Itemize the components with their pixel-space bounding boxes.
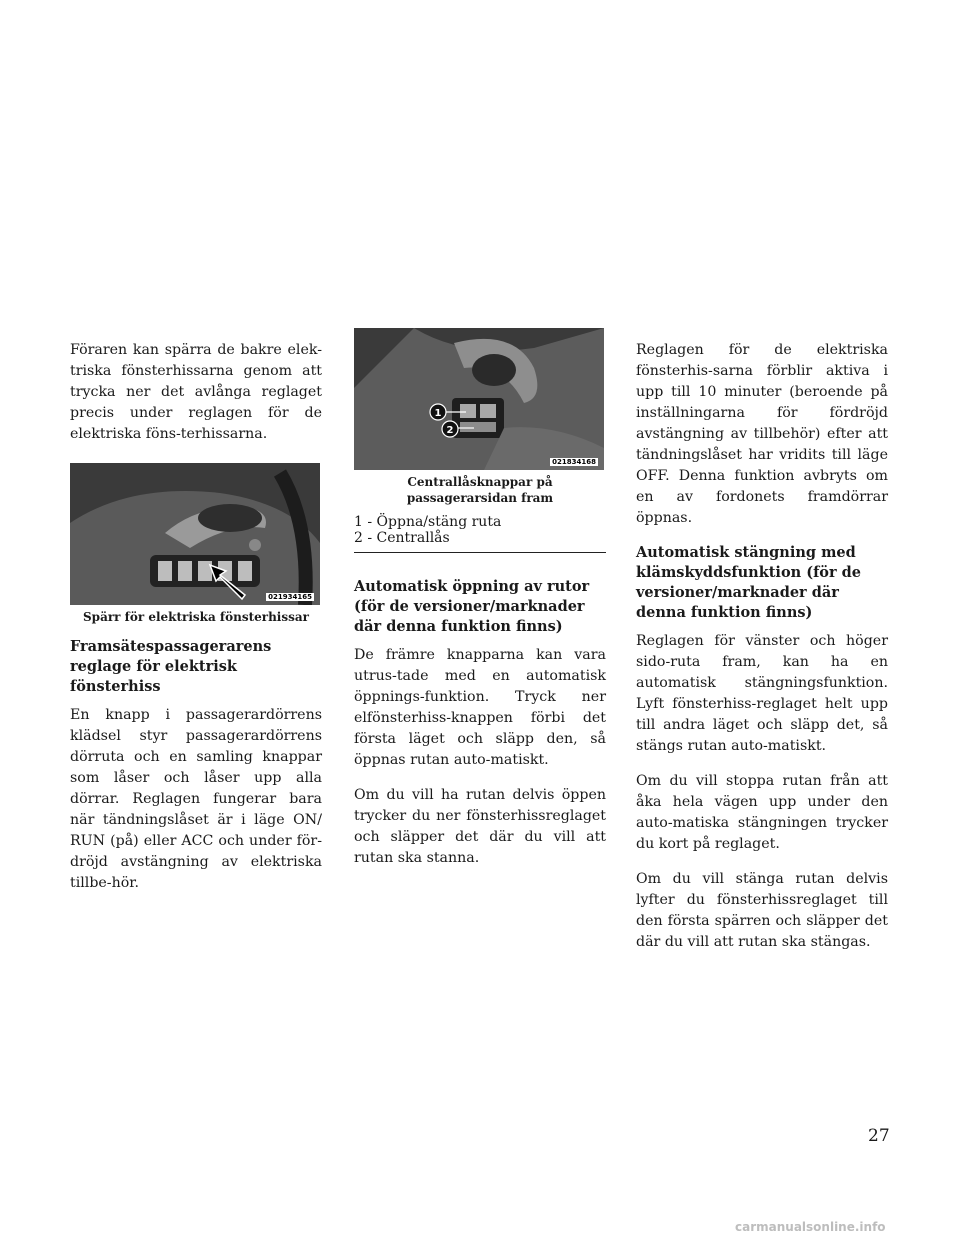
body-paragraph: Reglagen för vänster och höger sido-ruta fram, kan ha en automatisk stängningsfunktion. Lyft fönsterhiss-reglaget helt upp till andra läget och släpp det, så stängs rutan auto-matiskt. [636,633,888,754]
legend-item-1: 1 - Öppna/stäng ruta [354,514,502,530]
body-paragraph: Reglagen för de elektriska fönsterhis-sarna förblir aktiva i upp till 10 minuter (beroende på inställningarna för fördröjd avstängning av tillbehör) efter att tändningslåset har vridits till läge OFF. Denna funktion avbryts om en av fordonets framdörrar öppnas. [636,342,888,526]
watermark: carmanualsonline.info [735,1220,886,1234]
intro-paragraph: Föraren kan spärra de bakre elek-triska fönsterhissarna genom att trycka ner det avlånga reglaget precis under reglagen för de elektriska föns-terhissarna. [70,342,322,442]
section-heading: Automatisk stängning med klämskyddsfunktion (för de versioner/marknader där denna funktion finns) [636,544,862,621]
body-paragraph: Om du vill stoppa rutan från att åka hela vägen upp under den auto-matiska stängningen trycker du kort på reglaget. [636,773,888,852]
body-paragraph: Om du vill stänga rutan delvis lyfter du fönsterhissreglaget till den första spärren och släpper det där du vill att rutan ska stängas. [636,871,888,950]
column-2 [354,328,606,883]
figure-caption: Spärr för elektriska fönsterhissar [83,610,309,624]
body-paragraph: Om du vill ha rutan delvis öppen trycker du ner fönsterhissreglaget och släpper det där du vill att rutan ska stanna. [354,787,606,866]
column-3 [636,340,888,967]
figure-caption [354,474,606,506]
body-paragraph: De främre knapparna kan vara utrus-tade med en automatisk öppnings-funktion. Tryck ner elfönsterhiss-knappen förbi det första läget och släpp den, så öppnas rutan auto-matiskt. [354,647,606,768]
figure-code: 021834168 [552,458,596,466]
callout-1-icon [430,404,446,420]
passenger-door-illustration [354,328,604,470]
callout-2-label: 2 [446,425,454,436]
figure-legend [354,514,606,546]
section-heading: Framsätespassagerarens reglage för elektrisk fönsterhiss [70,638,272,695]
caption-line-2: passagerarsidan fram [406,491,554,505]
callout-2-icon [442,421,458,437]
page-number: 27 [868,1126,890,1146]
central-lock-figure [354,328,604,470]
divider [354,552,606,553]
caption-line-1: Centrallåsknappar på [407,475,553,489]
column-1 [70,340,322,908]
section-heading: Automatisk öppning av rutor (för de versioner/marknader där denna funktion finns) [354,578,590,635]
callout-1-label: 1 [434,408,442,419]
window-lock-figure [70,463,320,605]
door-panel-illustration [70,463,320,605]
legend-item-2: 2 - Centrallås [354,530,450,546]
body-paragraph: En knapp i passagerardörrens klädsel styr passagerardörrens dörruta och en samling knappar som låser och låser upp alla dörrar. Reglagen fungerar bara när tändningslåset är i läge ON/ RUN (på) eller ACC och under för-dröjd avstängning av elektriska tillbe-hör. [70,707,322,891]
figure-code: 021934165 [268,593,312,601]
